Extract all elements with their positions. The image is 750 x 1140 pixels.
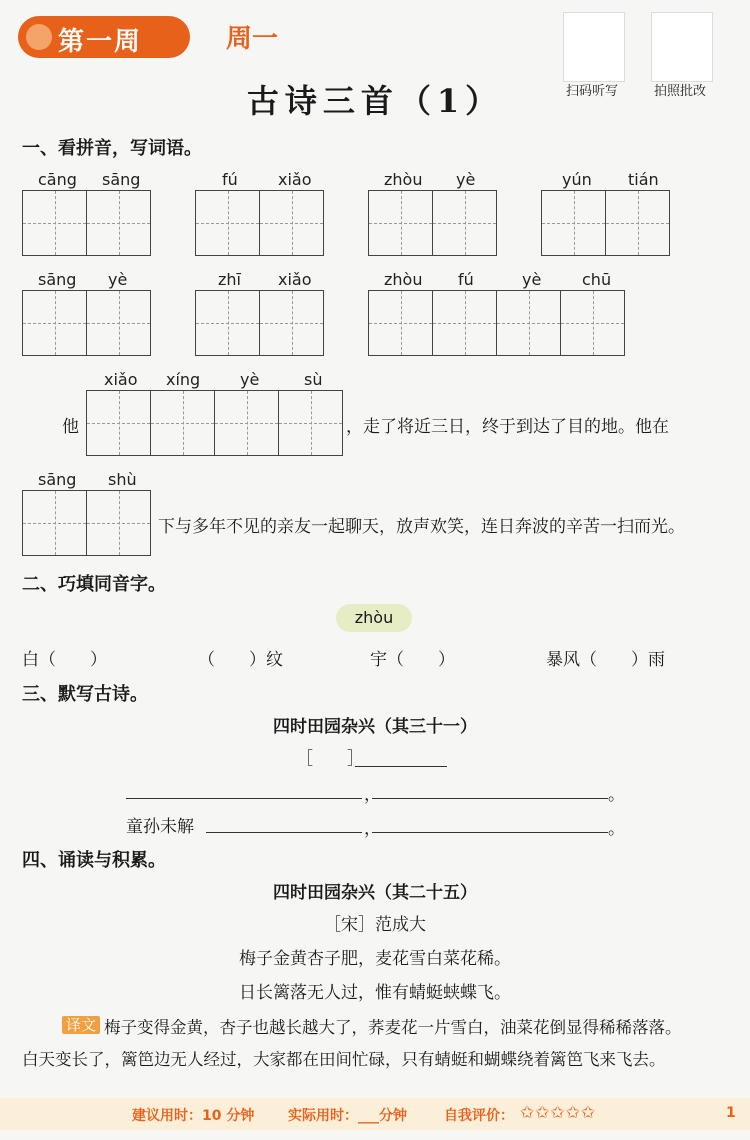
pinyin: sù	[304, 370, 323, 389]
section3-heading: 三、默写古诗。	[22, 684, 148, 705]
writing-cell[interactable]	[151, 391, 215, 455]
writing-cell[interactable]	[561, 291, 625, 355]
page-title: 古诗三首（1）	[246, 82, 504, 120]
sentence2-suffix: 下与多年不见的亲友一起聊天，放声欢笑，连日奔波的辛苦一扫而光。	[158, 517, 685, 537]
poem-author: ［宋］范成大	[324, 915, 426, 935]
pinyin: yè	[522, 270, 542, 289]
writing-grid[interactable]	[22, 490, 151, 556]
translation-tag	[62, 1014, 100, 1035]
writing-cell[interactable]	[87, 491, 151, 555]
suggested-time: 建议用时：10 分钟	[132, 1108, 255, 1124]
author-line[interactable]	[355, 746, 447, 767]
sentence1-suffix: ，走了将近三日，终于到达了目的地。他在	[346, 417, 669, 437]
writing-grid[interactable]	[195, 190, 324, 256]
writing-cell[interactable]	[87, 191, 151, 255]
writing-cell[interactable]	[497, 291, 561, 355]
writing-cell[interactable]	[433, 191, 497, 255]
poem-line: 梅子金黄杏子肥，麦花雪白菜花稀。	[239, 949, 511, 969]
homophone-item[interactable]: （ ）纹	[198, 650, 283, 670]
writing-cell[interactable]	[542, 191, 606, 255]
writing-grid[interactable]	[195, 290, 324, 356]
writing-grid[interactable]	[86, 390, 343, 456]
week-badge	[18, 16, 190, 58]
homophone-item[interactable]: 暴风（ ）雨	[546, 650, 665, 670]
section4-heading: 四、诵读与积累。	[22, 850, 166, 871]
pinyin: fú	[458, 270, 474, 289]
writing-cell[interactable]	[260, 291, 324, 355]
pinyin-pill: zhòu	[336, 604, 412, 632]
actual-time[interactable]: 实际用时：___分钟	[288, 1108, 407, 1124]
pinyin: zhī	[218, 270, 241, 289]
day-label: 周一	[226, 24, 279, 54]
pinyin: fú	[222, 170, 238, 189]
translation-line: 白天变长了，篱笆边无人经过，大家都在田间忙碌，只有蜻蜓和蝴蝶绕着篱笆飞来飞去。	[22, 1050, 666, 1069]
translation-line: 梅子变得金黄，杏子也越长越大了，荞麦花一片雪白，油菜花倒显得稀稀落落。	[104, 1018, 682, 1037]
qr-scan-code[interactable]	[563, 12, 625, 82]
writing-grid[interactable]	[368, 190, 497, 256]
pinyin: yún	[562, 170, 592, 189]
writing-cell[interactable]	[369, 191, 433, 255]
pinyin: yè	[108, 270, 128, 289]
period: 。	[608, 819, 625, 839]
writing-cell[interactable]	[23, 191, 87, 255]
pinyin: zhòu	[384, 270, 423, 289]
poem-blank[interactable]	[372, 812, 608, 833]
writing-grid[interactable]	[22, 190, 151, 256]
period: 。	[608, 785, 625, 805]
comma: ，	[364, 785, 381, 805]
writing-cell[interactable]	[369, 291, 433, 355]
poem-blank[interactable]	[372, 778, 608, 799]
writing-cell[interactable]	[279, 391, 343, 455]
poem-blank[interactable]	[206, 812, 362, 833]
pinyin: chū	[582, 270, 612, 289]
poem-line-prefix: 童孙未解	[126, 817, 194, 837]
badge-dot	[26, 24, 52, 50]
writing-cell[interactable]	[606, 191, 670, 255]
writing-cell[interactable]	[87, 291, 151, 355]
writing-cell[interactable]	[23, 291, 87, 355]
self-eval-label: 自我评价：	[444, 1108, 514, 1124]
writing-cell[interactable]	[260, 191, 324, 255]
pinyin: sāng	[102, 170, 141, 189]
author-bracket[interactable]: ［ ］	[296, 749, 364, 769]
pinyin: xiǎo	[104, 370, 138, 389]
writing-cell[interactable]	[433, 291, 497, 355]
writing-cell[interactable]	[196, 291, 260, 355]
section2-heading: 二、巧填同音字。	[22, 574, 166, 595]
rating-stars[interactable]: ✩✩✩✩✩	[520, 1103, 597, 1123]
qr-photo-label: 拍照批改	[654, 84, 707, 99]
comma: ，	[364, 819, 381, 839]
writing-cell[interactable]	[23, 491, 87, 555]
pinyin: xiǎo	[278, 270, 312, 289]
homophone-item[interactable]: 白（ ）	[22, 650, 107, 670]
pinyin: xiǎo	[278, 170, 312, 189]
pinyin: cāng	[38, 170, 77, 189]
pinyin: sāng	[38, 470, 77, 489]
writing-cell[interactable]	[196, 191, 260, 255]
poem-title: 四时田园杂兴（其三十一）	[273, 717, 477, 737]
pinyin: xíng	[166, 370, 201, 389]
poem-title: 四时田园杂兴（其二十五）	[273, 883, 477, 903]
week-label: 第一周	[58, 27, 143, 57]
pinyin: sāng	[38, 270, 77, 289]
pinyin: yè	[240, 370, 260, 389]
writing-grid[interactable]	[541, 190, 670, 256]
pinyin: yè	[456, 170, 476, 189]
homophone-item[interactable]: 宇（ ）	[370, 650, 455, 670]
pinyin: shù	[108, 470, 137, 489]
pinyin: zhòu	[384, 170, 423, 189]
writing-grid[interactable]	[22, 290, 151, 356]
poem-blank[interactable]	[126, 778, 362, 799]
page-number: 1	[726, 1105, 736, 1121]
writing-cell[interactable]	[215, 391, 279, 455]
qr-scan-label: 扫码听写	[566, 84, 619, 99]
poem-line: 日长篱落无人过，惟有蜻蜓蛱蝶飞。	[239, 983, 511, 1003]
pinyin: tián	[628, 170, 659, 189]
section1-heading: 一、看拼音，写词语。	[22, 138, 202, 159]
writing-cell[interactable]	[87, 391, 151, 455]
translation-tag-label: 译文	[62, 1016, 100, 1034]
sentence1-prefix: 他	[62, 417, 79, 437]
writing-grid[interactable]	[368, 290, 625, 356]
qr-photo-code[interactable]	[651, 12, 713, 82]
